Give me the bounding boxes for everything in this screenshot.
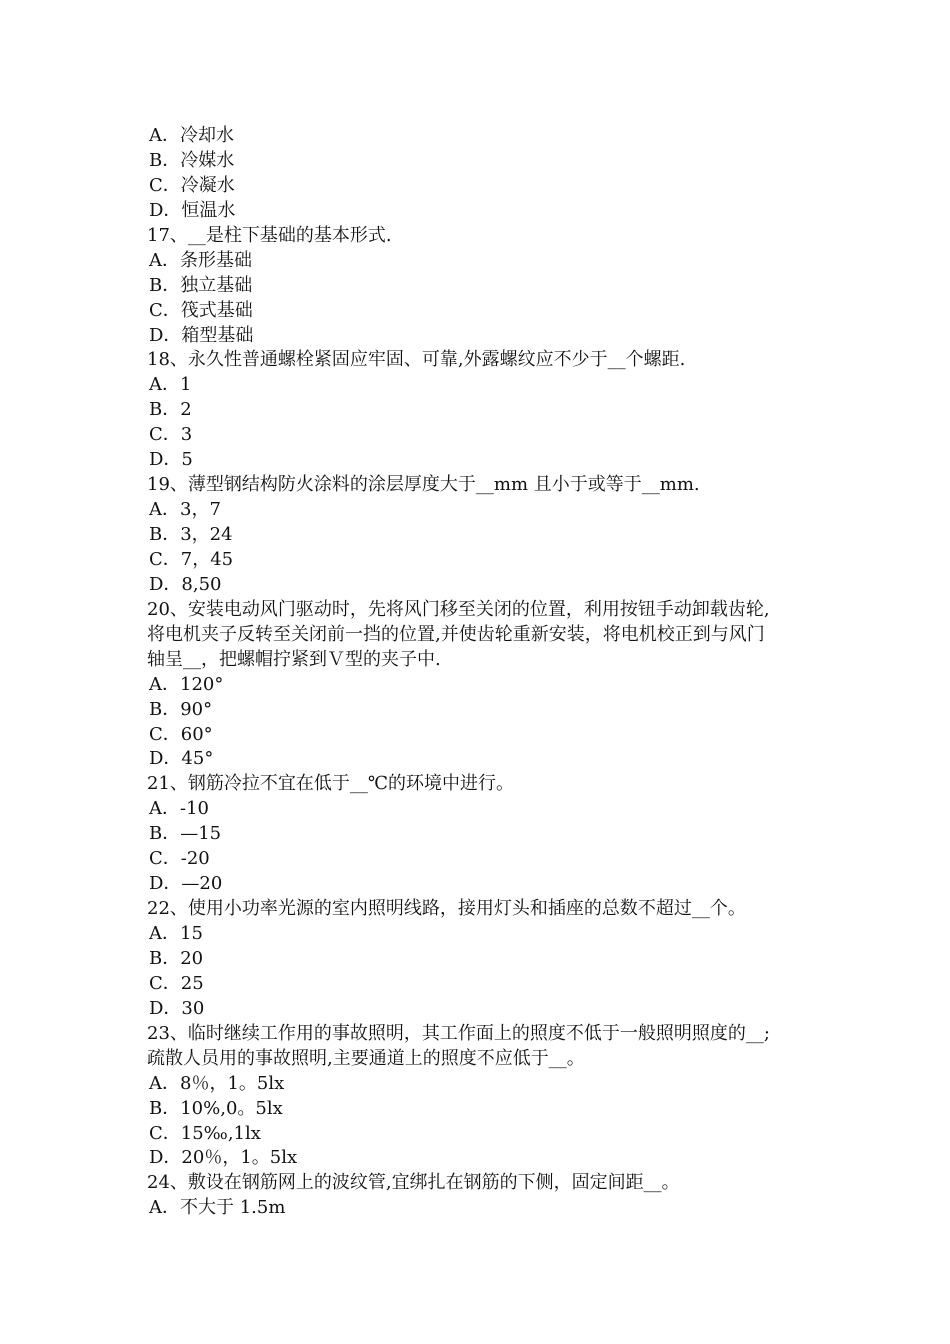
option-line: C．-20 <box>149 848 210 870</box>
option-line: C．3 <box>149 424 193 446</box>
option-line: C．60° <box>149 723 213 745</box>
option-line: B．2 <box>149 399 192 421</box>
option-line: D．30 <box>149 997 205 1019</box>
option-line: D．5 <box>149 449 193 471</box>
option-line: D．恒温水 <box>149 199 236 221</box>
option-line: B．10%,0。5lx <box>149 1097 283 1119</box>
option-line: B．独立基础 <box>149 274 253 296</box>
option-line: B．冷媒水 <box>149 149 235 171</box>
option-line: A．-10 <box>149 798 209 820</box>
option-line: B．3，24 <box>149 524 233 545</box>
option-line: D．箱型基础 <box>149 324 254 346</box>
question-line: 20、安装电动风门驱动时，先将风门移至关闭的位置，利用按钮手动卸载齿轮, <box>147 598 770 620</box>
option-line: C．25 <box>149 972 204 994</box>
option-line: D．8,50 <box>149 573 222 595</box>
question-line: 18、永久性普通螺栓紧固应牢固、可靠,外露螺纹应不少于__个螺距. <box>147 349 686 371</box>
option-line: A．15 <box>149 923 203 944</box>
option-line: D．45° <box>149 748 214 770</box>
option-line: A．3，7 <box>149 499 221 521</box>
question-line: 疏散人员用的事故照明,主要通道上的照度不应低于__。 <box>147 1047 585 1069</box>
question-line: 17、__是柱下基础的基本形式. <box>147 224 392 246</box>
question-line: 22、使用小功率光源的室内照明线路，接用灯头和插座的总数不超过__个。 <box>147 898 746 920</box>
option-line: B．—15 <box>149 823 222 845</box>
option-line: C．筏式基础 <box>149 299 253 321</box>
option-line: A．冷却水 <box>149 125 234 146</box>
question-line: 24、敷设在钢筋网上的波纹管,宜绑扎在钢筋的下侧，固定间距__。 <box>147 1172 680 1194</box>
option-line: D．20％，1。5lx <box>149 1147 298 1169</box>
option-line: A．1 <box>149 374 192 396</box>
question-line: 轴呈__，把螺帽拧紧到Ｖ型的夹子中. <box>147 648 441 670</box>
option-line: C．15‰,1lx <box>149 1122 261 1144</box>
option-line: A．条形基础 <box>149 249 252 271</box>
option-line: D．—20 <box>149 873 223 895</box>
option-line: B．90° <box>149 698 213 720</box>
option-line: B．20 <box>149 947 204 969</box>
option-line: C．7，45 <box>149 548 234 570</box>
question-line: 19、薄型钢结构防火涂料的涂层厚度大于__mm 且小于或等于__mm. <box>147 474 700 496</box>
question-list <box>147 124 827 1221</box>
option-line: A．8％，1。5lx <box>149 1072 285 1094</box>
option-line: C．冷凝水 <box>149 174 235 196</box>
question-line: 23、临时继续工作用的事故照明，其工作面上的照度不低于一般照明照度的__; <box>147 1022 770 1044</box>
question-line: 21、钢筋冷拉不宜在低于__℃的环境中进行。 <box>147 773 515 795</box>
option-line: A．不大于 1.5m <box>149 1197 286 1219</box>
question-line: 将电机夹子反转至关闭前一挡的位置,并使齿轮重新安装，将电机校正到与风门 <box>147 623 765 645</box>
option-line: A．120° <box>149 673 224 695</box>
